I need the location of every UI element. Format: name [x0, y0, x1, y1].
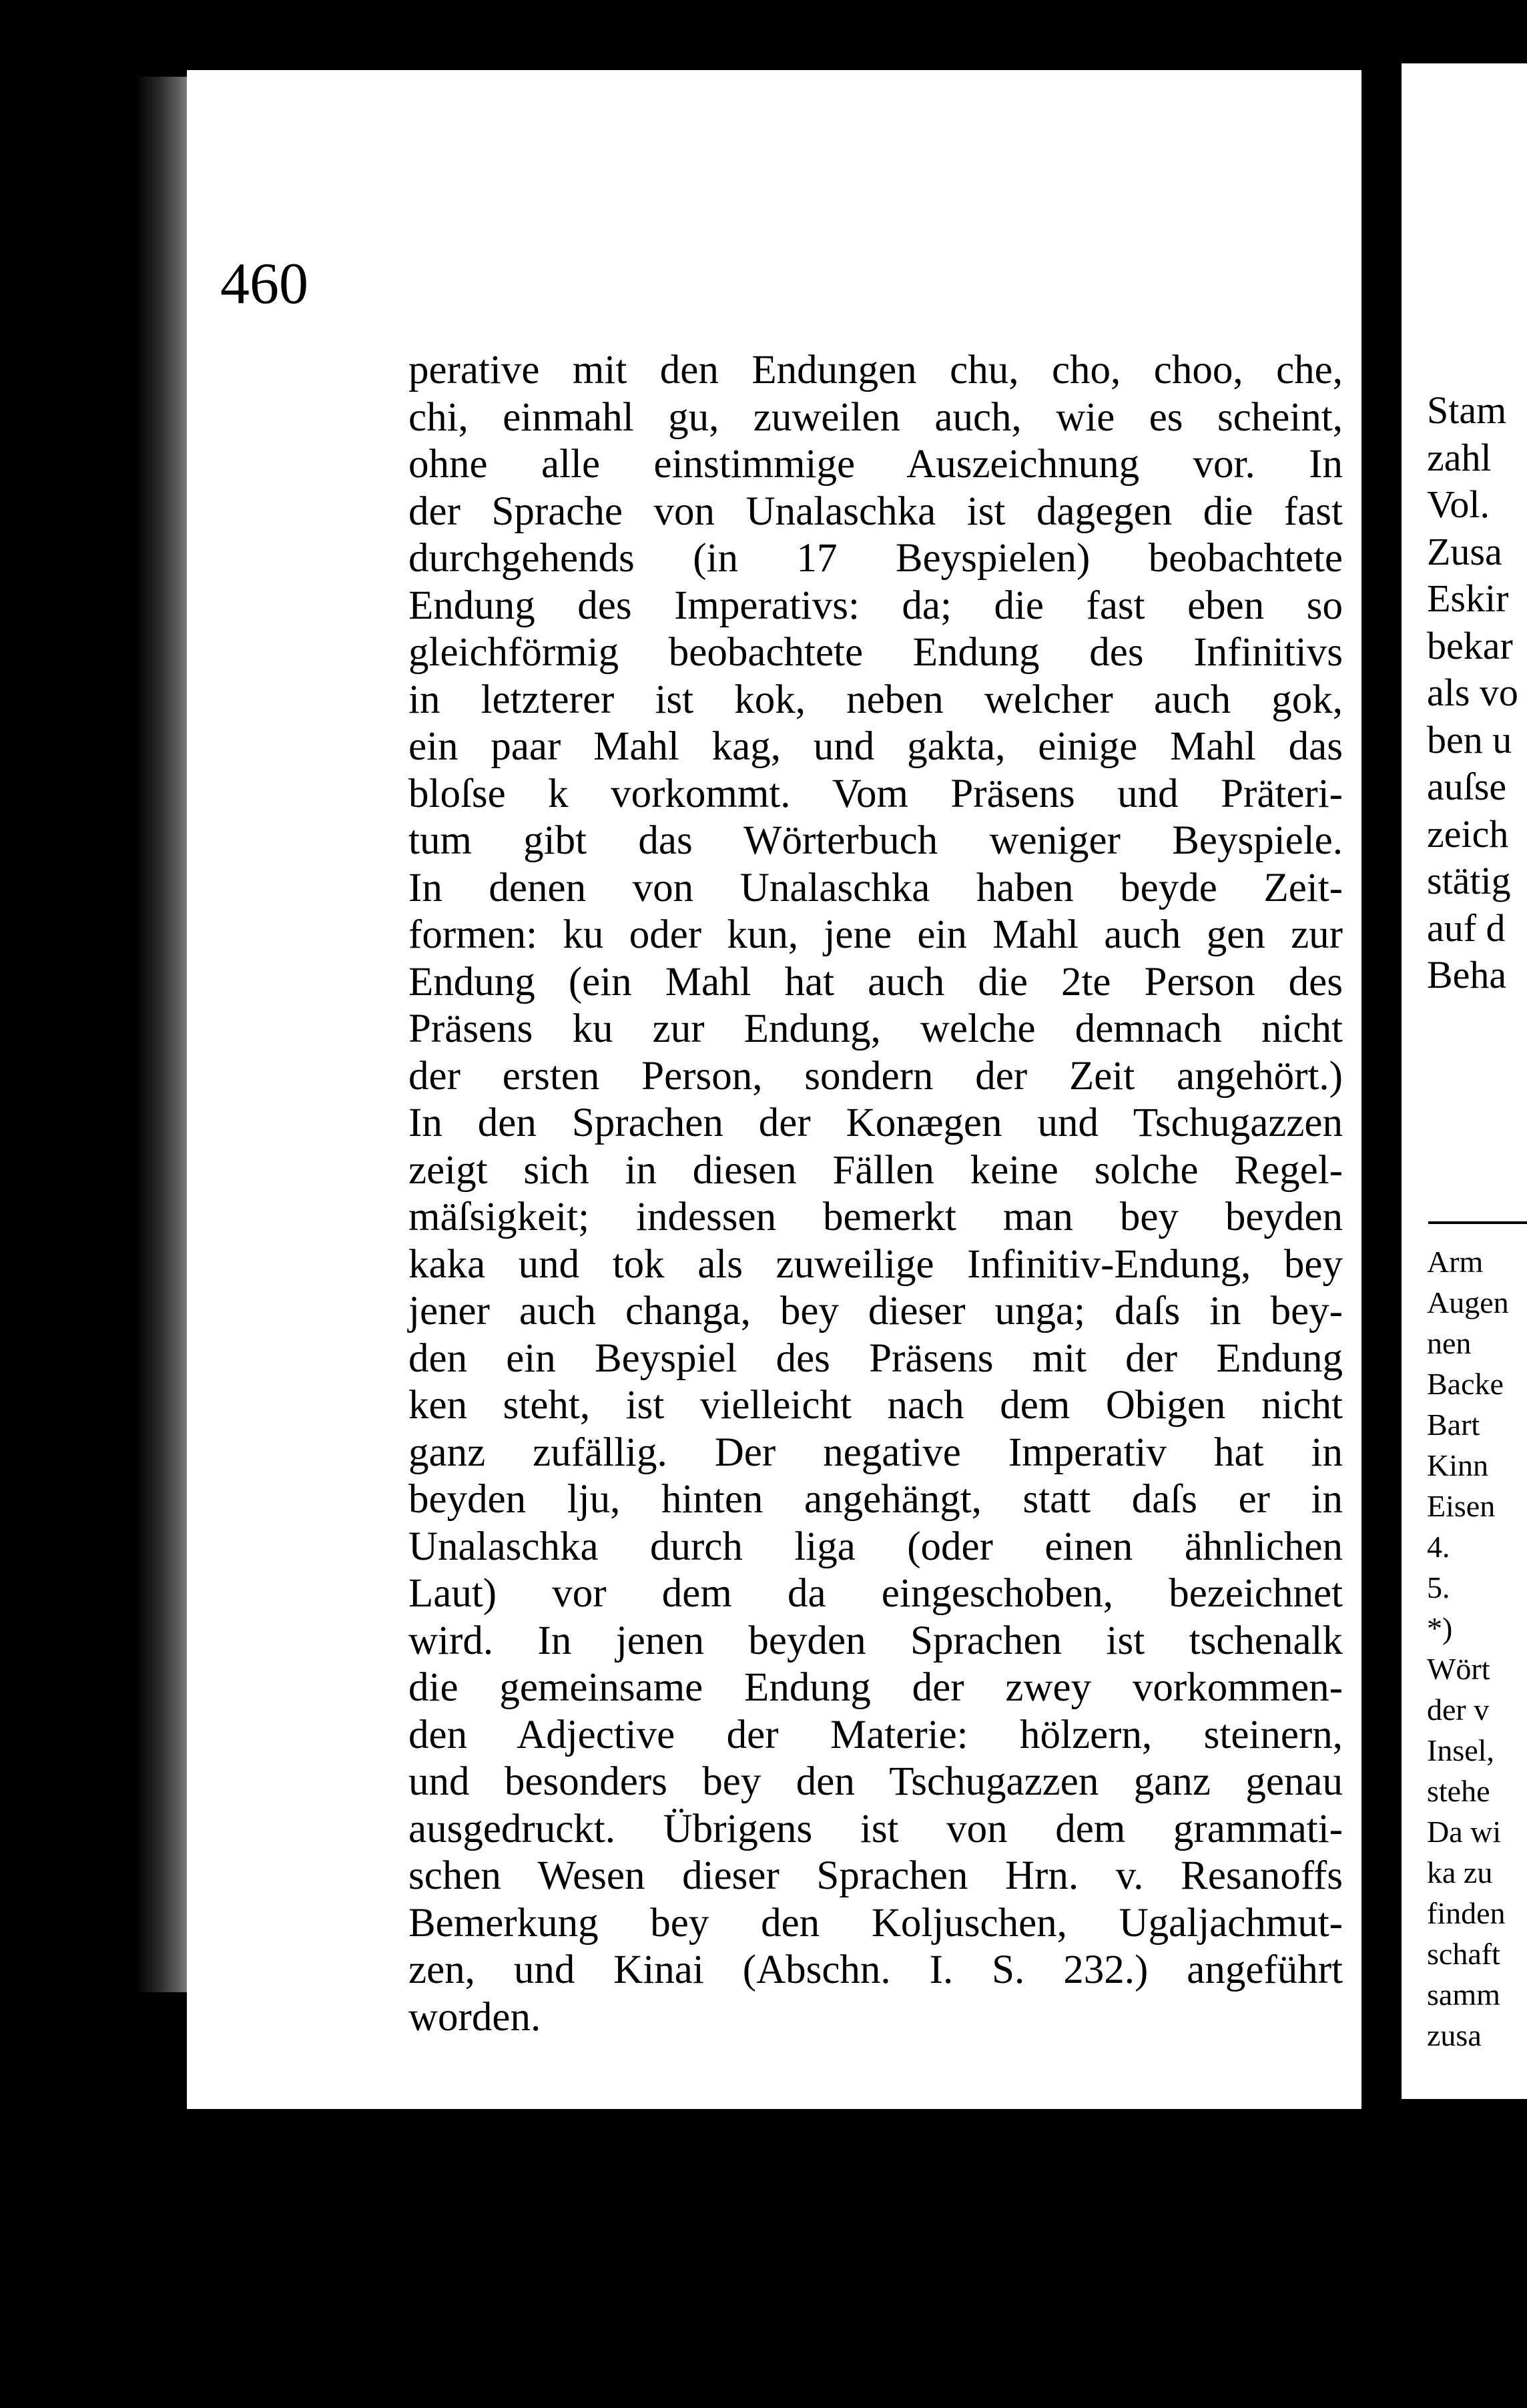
facing-line: Insel,: [1427, 1733, 1494, 1767]
facing-page-rule: [1428, 1221, 1527, 1224]
facing-line: auf d: [1427, 906, 1506, 950]
text-line: den ein Beyspiel des Präsens mit der Endung: [408, 1335, 1343, 1381]
text-line: bloſse k vorkommt. Vom Präsens und Präteri-: [408, 771, 1343, 816]
text-line: In denen von Unalaschka haben beyde Zeit-: [408, 865, 1343, 910]
text-line: Präsens ku zur Endung, welche demnach nicht: [408, 1006, 1343, 1051]
body-text: [408, 347, 1343, 2041]
facing-line: zusa: [1427, 2018, 1482, 2052]
text-line: jener auch changa, bey dieser unga; daſs in bey-: [408, 1289, 1343, 1333]
text-line: ohne alle einstimmige Auszeichnung vor. In: [408, 442, 1343, 487]
facing-line: Backe: [1427, 1367, 1504, 1401]
facing-line: finden: [1427, 1896, 1506, 1930]
text-line: der Sprache von Unalaschka ist dagegen die fast: [408, 489, 1343, 534]
facing-line: 4.: [1427, 1530, 1450, 1564]
text-line: und besonders bey den Tschugazzen ganz genau: [408, 1759, 1343, 1804]
facing-line: Arm: [1427, 1245, 1484, 1279]
facing-line: Bart: [1427, 1408, 1480, 1442]
text-line: worden.: [408, 1994, 541, 2040]
text-line: zeigt sich in diesen Fällen keine solche Regel-: [408, 1147, 1343, 1193]
facing-line: Zusa: [1427, 529, 1502, 573]
text-line: chi, einmahl gu, zuweilen auch, wie es scheint,: [408, 394, 1343, 440]
facing-line: der v: [1427, 1693, 1490, 1727]
text-line: zen, und Kinai (Abschn. I. S. 232.) angeführt: [408, 1947, 1343, 1992]
facing-line: schaft: [1427, 1937, 1500, 1971]
facing-line: zahl: [1427, 435, 1492, 479]
text-line: Laut) vor dem da eingeschoben, bezeichnet: [408, 1571, 1343, 1616]
facing-line: samm: [1427, 1978, 1500, 2012]
text-line: formen: ku oder kun, jene ein Mahl auch gen zur: [408, 912, 1343, 957]
text-line: ganz zufällig. Der negative Imperativ hat in: [408, 1430, 1343, 1475]
text-line: ein paar Mahl kag, und gakta, einige Mahl das: [408, 724, 1343, 769]
facing-line: auſse: [1427, 765, 1507, 808]
facing-line: stätig: [1427, 859, 1511, 902]
text-line: Unalaschka durch liga (oder einen ähnlichen: [408, 1524, 1343, 1569]
text-line: gleichförmig beobachtete Endung des Infinitivs: [408, 630, 1343, 675]
text-line: tum gibt das Wörterbuch weniger Beyspiele.: [408, 818, 1343, 863]
text-line: beyden lju, hinten angehängt, statt daſs er in: [408, 1477, 1343, 1522]
facing-line: Eisen: [1427, 1489, 1496, 1523]
facing-line: bekar: [1427, 623, 1513, 667]
text-line: Bemerkung bey den Koljuschen, Ugaljachmut-: [408, 1900, 1343, 1945]
text-line: mäſsigkeit; indessen bemerkt man bey beyden: [408, 1195, 1343, 1239]
facing-line: Wört: [1427, 1652, 1490, 1686]
text-line: der ersten Person, sondern der Zeit angehört.): [408, 1053, 1343, 1099]
facing-line: 5.: [1427, 1570, 1450, 1604]
facing-line: nen: [1427, 1326, 1472, 1360]
text-line: Endung (ein Mahl hat auch die 2te Person des: [408, 959, 1343, 1004]
facing-line: Eskir: [1427, 577, 1509, 620]
text-line: Endung des Imperativs: da; die fast eben so: [408, 583, 1343, 628]
text-line: schen Wesen dieser Sprachen Hrn. v. Resanoffs: [408, 1853, 1343, 1898]
text-line: wird. In jenen beyden Sprachen ist tschenalk: [408, 1618, 1343, 1663]
text-line: in letzterer ist kok, neben welcher auch gok,: [408, 677, 1343, 722]
facing-page-text-top: [1427, 387, 1527, 999]
text-line: die gemeinsame Endung der zwey vorkommen-: [408, 1665, 1343, 1710]
facing-line: Stam: [1427, 388, 1507, 432]
facing-line: Beha: [1427, 953, 1507, 996]
book-spine-shadow: [137, 77, 187, 1992]
facing-line: Da wi: [1427, 1815, 1502, 1849]
text-line: perative mit den Endungen chu, cho, choo, che,: [408, 348, 1343, 392]
facing-page-text-bottom: [1427, 1241, 1527, 2056]
page-number: 460: [220, 252, 308, 316]
facing-line: ka zu: [1427, 1855, 1493, 1889]
text-line: In den Sprachen der Konægen und Tschugazzen: [408, 1101, 1343, 1145]
facing-line: *): [1427, 1611, 1453, 1645]
facing-line: zeich: [1427, 812, 1509, 856]
facing-line: Kinn: [1427, 1448, 1488, 1482]
facing-line: ben u: [1427, 717, 1512, 762]
text-line: ken steht, ist vielleicht nach dem Obigen nicht: [408, 1383, 1343, 1428]
facing-line: Vol.: [1427, 483, 1490, 526]
text-line: durchgehends (in 17 Beyspielen) beobachtete: [408, 536, 1343, 581]
facing-line: stehe: [1427, 1774, 1490, 1808]
text-line: kaka und tok als zuweilige Infinitiv-Endung, bey: [408, 1241, 1343, 1287]
facing-line: Augen: [1427, 1285, 1509, 1319]
facing-line: als vo: [1427, 671, 1518, 714]
text-line: den Adjective der Materie: hölzern, steinern,: [408, 1712, 1343, 1757]
text-line: ausgedruckt. Übrigens ist von dem grammati-: [408, 1806, 1343, 1851]
